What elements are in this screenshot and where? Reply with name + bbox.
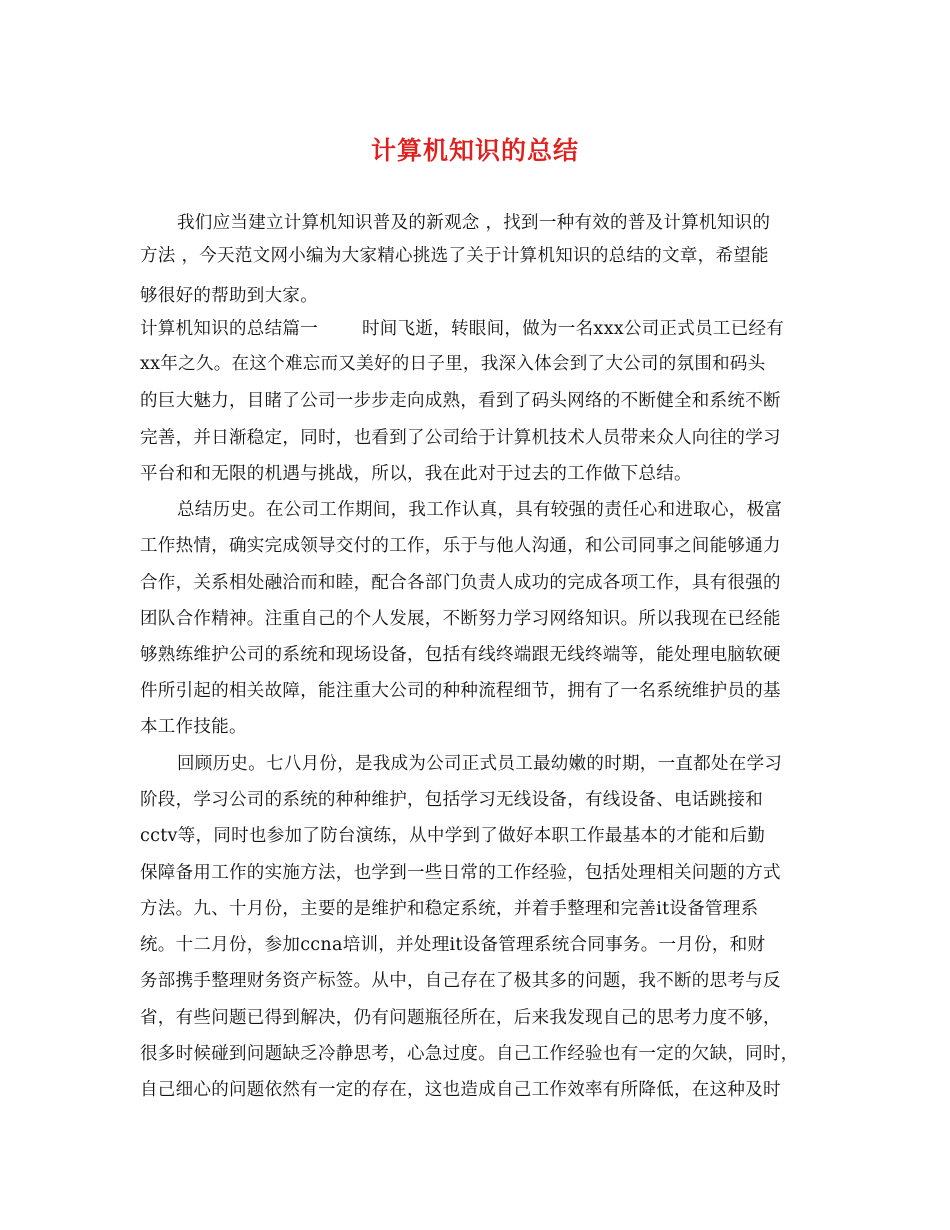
document-title: 计算机知识的总结 [370,136,579,165]
paragraph-line: 省，有些问题已得到解决，仍有问题瓶径所在，后来我发现自己的思考力度不够， [140,1008,781,1028]
paragraph-line: 很多时候碰到问题缺乏冷静思考，心急过度。自己工作经验也有一定的欠缺，同时， [140,1044,799,1064]
paragraph-line: 合作，关系相处融洽而和睦，配合各部门负责人成功的完成各项工作，具有很强的 [140,573,781,593]
paragraph-line: 方法。九、十月份，主要的是维护和稳定系统，并着手整理和完善it设备管理系 [140,899,759,919]
paragraph-line: 自己细心的问题依然有一定的存在，这也造成自己工作效率有所降低，在这种及时 [140,1080,781,1100]
paragraph-line: 务部携手整理财务资产标签。从中，自己存在了极其多的问题，我不断的思考与反 [140,971,781,991]
paragraph-line: 完善，并日渐稳定，同时，也看到了公司给于计算机技术人员带来众人向往的学习 [140,428,781,448]
paragraph-line: 工作热情，确实完成领导交付的工作，乐于与他人沟通，和公司同事之间能够通力 [140,536,781,556]
section-text: 时间飞逝，转眼间，做为一名xxx公司正式员工已经有 [362,319,785,339]
paragraph-line: 的巨大魅力，目睹了公司一步步走向成熟，看到了码头网络的不断健全和系统不断 [140,391,781,411]
paragraph-line: 本工作技能。 [140,717,247,737]
section-heading: 计算机知识的总结篇一 [140,319,318,339]
paragraph-line: xx年之久。在这个难忘而又美好的日子里，我深入体会到了大公司的氛围和码头 [140,354,766,374]
paragraph-line: 平台和和无限的机遇与挑战，所以，我在此对于过去的工作做下总结。 [140,464,692,484]
paragraph-line: 保障备用工作的实施方法，也学到一些日常的工作经验，包括处理相关问题的方式 [140,863,781,883]
paragraph-line: 阶段，学习公司的系统的种种维护，包括学习无线设备，有线设备、电话跳接和 [140,790,763,810]
paragraph-line: 够很好的帮助到大家。 [140,286,318,306]
paragraph-line: 方法 ，今天范文网小编为大家精心挑选了关于计算机知识的总结的文章，希望能 [140,246,769,266]
paragraph-line: cctv等，同时也参加了防台演练，从中学到了做好本职工作最基本的才能和后勤 [140,826,766,846]
paragraph-line: 统。十二月份，参加ccna培训，并处理it设备管理系统合同事务。一月份，和财 [140,935,766,955]
paragraph-line: 团队合作精神。注重自己的个人发展，不断努力学习网络知识。所以我现在已经能 [140,609,781,629]
paragraph-line: 回顾历史。七八月份，是我成为公司正式员工最幼嫩的时期，一直都处在学习 [177,754,783,774]
paragraph-line: 我们应当建立计算机知识普及的新观念 ，找到一种有效的普及计算机知识的 [177,213,771,233]
section-first-line [140,316,784,342]
paragraph-line: 总结历史。在公司工作期间，我工作认真，具有较强的责任心和进取心，极富 [177,500,783,520]
paragraph-line: 件所引起的相关故障，能注重大公司的种种流程细节，拥有了一名系统维护员的基 [140,681,781,701]
paragraph-line: 够熟练维护公司的系统和现场设备，包括有线终端跟无线终端等，能处理电脑软硬 [140,645,781,665]
